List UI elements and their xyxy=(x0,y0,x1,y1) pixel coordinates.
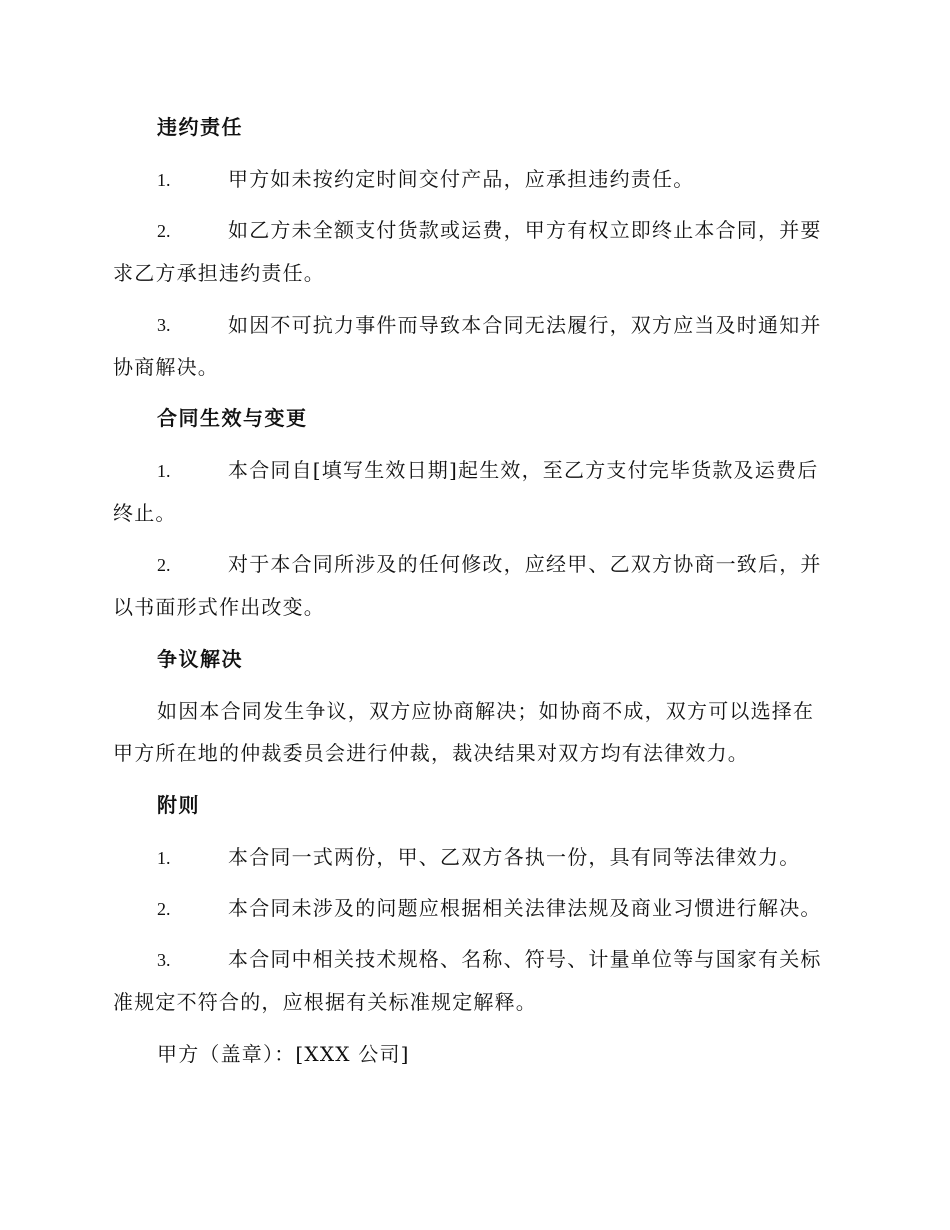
item-text: 对于本合同所涉及的任何修改，应经甲、乙双方协商一致后，并 xyxy=(228,552,822,576)
section-heading-effect: 合同生效与变更 xyxy=(157,406,308,430)
item-text-continued: 以书面形式作出改变。 xyxy=(113,595,325,619)
paragraph-text: 如因本合同发生争议，双方应协商解决；如协商不成，双方可以选择在 xyxy=(157,699,815,723)
item-text-continued: 求乙方承担违约责任。 xyxy=(113,261,325,285)
item-text: 本合同中相关技术规格、名称、符号、计量单位等与国家有关标 xyxy=(228,947,822,971)
section-heading-appendix: 附则 xyxy=(157,793,200,817)
item-number: 2. xyxy=(157,899,171,919)
item-text: 本合同一式两份，甲、乙双方各执一份，具有同等法律效力。 xyxy=(228,845,801,869)
section-heading-dispute: 争议解决 xyxy=(157,647,243,671)
item-text-continued: 协商解决。 xyxy=(113,355,219,379)
item-number: 3. xyxy=(157,950,171,970)
signature-line: 甲方（盖章）：[XXX 公司] xyxy=(157,1042,410,1066)
section-heading-breach: 违约责任 xyxy=(157,115,243,139)
item-number: 2. xyxy=(157,221,171,241)
item-number: 1. xyxy=(157,461,171,481)
item-text: 甲方如未按约定时间交付产品，应承担违约责任。 xyxy=(228,167,695,191)
item-text: 如因不可抗力事件而导致本合同无法履行，双方应当及时通知并 xyxy=(228,313,822,337)
item-number: 2. xyxy=(157,555,171,575)
item-number: 1. xyxy=(157,170,171,190)
paragraph-text-continued: 甲方所在地的仲裁委员会进行仲裁，裁决结果对双方均有法律效力。 xyxy=(113,741,749,765)
item-text-continued: 准规定不符合的，应根据有关标准规定解释。 xyxy=(113,990,537,1014)
item-text: 本合同自[填写生效日期]起生效，至乙方支付完毕货款及运费后 xyxy=(228,458,819,482)
item-text: 如乙方未全额支付货款或运费，甲方有权立即终止本合同，并要 xyxy=(228,218,822,242)
item-number: 3. xyxy=(157,315,171,335)
item-text-continued: 终止。 xyxy=(113,501,177,525)
item-text: 本合同未涉及的问题应根据相关法律法规及商业习惯进行解决。 xyxy=(228,896,822,920)
item-number: 1. xyxy=(157,848,171,868)
